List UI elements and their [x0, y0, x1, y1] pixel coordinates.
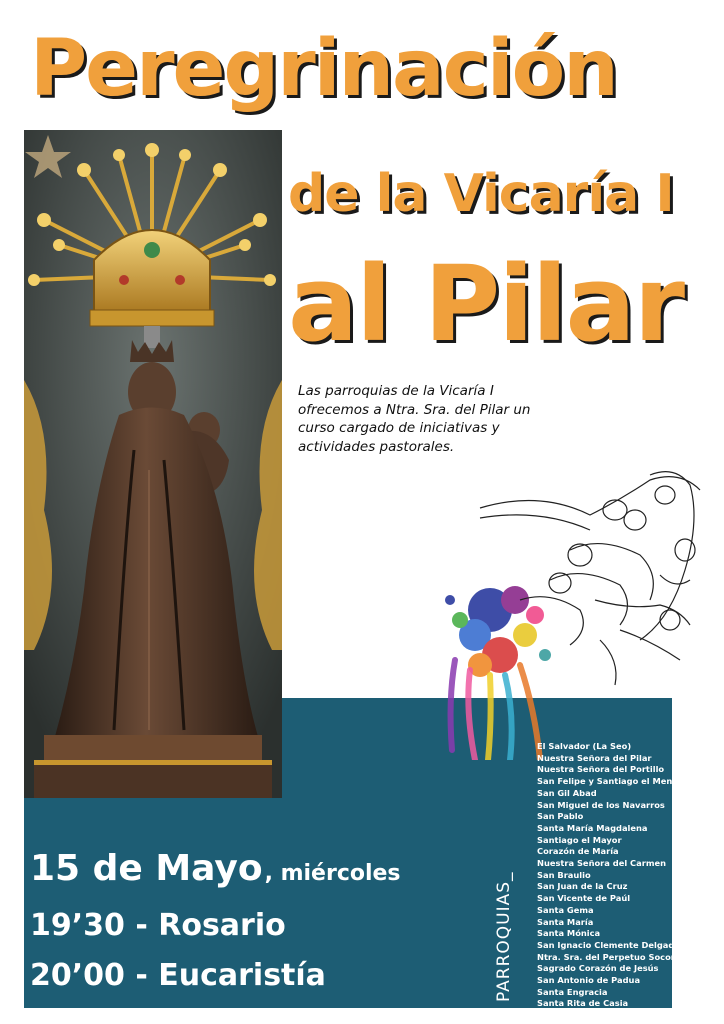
virgin-pilar-photo — [24, 130, 282, 798]
event-eucaristia: 20’00 - Eucaristía — [30, 958, 326, 993]
parish-item: Santa Rita de Casia — [537, 998, 629, 1009]
parish-item: Santa María Magdalena — [537, 822, 648, 833]
parish-item: Santiago el Mayor — [537, 834, 622, 845]
parish-item: Santa Engracia — [537, 986, 608, 997]
event-date — [30, 848, 401, 889]
parroquias-label: PARROQUIAS_ — [494, 871, 514, 1002]
parish-item: Nuestra Señora del Carmen — [537, 858, 667, 869]
parish-item: Corazón de María — [537, 846, 619, 857]
parish-item: San Gil Abad — [537, 787, 597, 798]
parish-item: San Felipe y Santiago el Menor — [537, 776, 683, 787]
angels-illustration — [420, 460, 720, 760]
intro-text: Las parroquias de la Vicaría I ofrecemos a Ntra. Sra. del Pilar un curso cargado de iniciativas y actividades pastorales. — [298, 383, 531, 455]
parish-item: San Ignacio Clemente Delgado — [537, 939, 681, 950]
title-line-3: al Pilar — [288, 243, 684, 365]
event-rosario: 19’30 - Rosario — [30, 908, 286, 943]
parish-item: El Salvador (La Seo) — [537, 741, 632, 751]
parish-list — [537, 741, 717, 1010]
parish-item: San Juan de la Cruz — [537, 881, 628, 892]
parish-item: Santa María — [537, 916, 594, 927]
parish-item: San Antonio de Padua — [537, 975, 641, 986]
parish-item: Ntra. Sra. del Perpetuo Socorro — [537, 951, 685, 962]
parish-item: San Braulio — [537, 869, 591, 880]
title-line-1: Peregrinación — [30, 24, 617, 114]
parish-item: Santa Mónica — [537, 928, 601, 939]
title-line-2: de la Vicaría I — [288, 164, 674, 224]
parish-item: San Miguel de los Navarros — [537, 799, 665, 810]
event-weekday: , miércoles — [264, 861, 401, 886]
parish-item: Nuestra Señora del Pilar — [537, 752, 652, 763]
parish-item: Sagrado Corazón de Jesús — [537, 963, 659, 974]
parish-item: San Vicente de Paúl — [537, 893, 631, 904]
event-date-main: 15 de Mayo — [30, 848, 263, 889]
parish-item: Santa Gema — [537, 904, 594, 915]
parish-item: San Pablo — [537, 811, 584, 822]
parish-item: Nuestra Señora del Portillo — [537, 764, 665, 775]
